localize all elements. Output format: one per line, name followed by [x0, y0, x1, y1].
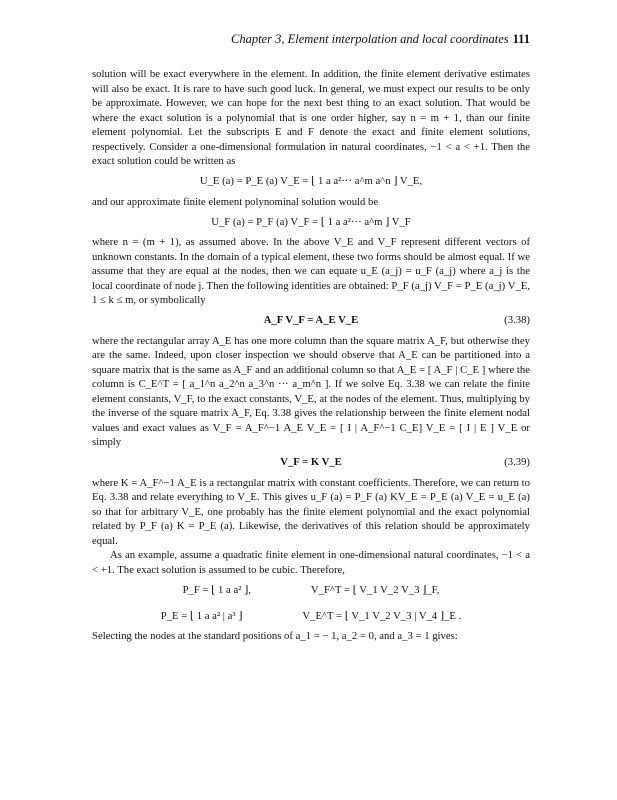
equation-approx-solution: U_F (a) = P_F (a) V_F = ⌊ 1 a a²··· a^m ⌋ V_F — [211, 215, 411, 228]
equation-3-39 — [92, 450, 530, 476]
equation-row-e — [92, 603, 530, 629]
equation-exact-solution: U_E (a) = P_E (a) V_E = ⌊ 1 a a²··· a^m a^n ⌋ V_E, — [199, 175, 423, 188]
paragraph-6: As an example, assume a quadratic finite element in one-dimensional natural coordinates, −1 < a < +1. The exact solution is assumed to be cubic. Therefore, — [92, 549, 530, 576]
equation-vft: V_F^T = ⌊ V_1 V_2 V_3 ⌋_F, — [310, 583, 440, 596]
equation-vet: V_E^T = ⌊ V_1 V_2 V_3 | V_4 ⌋_E . — [302, 609, 462, 622]
paragraph-5: where K = A_F^−1 A_E is a rectangular matrix with constant coefficients. Therefore, we can return to Eq. 3.38 and relate everything to V_E. This gives u_F (a) = P_F (a) KV_E = P_E (a) V_E = u_E (a) so that for arbitrary V_E, one probably has the finite element polynomial and the exact polynomial related by P_F (a) K = P_E (a). Likewise, the derivatives of this relation should be approximately equal. — [92, 476, 530, 547]
paragraph-3: where n = (m + 1), as assumed above. In the above V_E and V_F represent different vectors of unknown constants. In the domain of a typical element, these two forms should be almost equal. If we assume that they are equal at the nodes, then we can equate u_E (a_j) = u_F (a_j) where a_j is the local coordinate of node j. Then the following identities are obtained: P_F (a_j) V_F = P_E (a_j) V_E, 1 ≤ k ≤ m, or symbolically — [92, 236, 530, 306]
equation-row-f — [92, 577, 530, 603]
paragraph-1: solution will be exact everywhere in the element. In addition, the finite element derivative estimates will also be exact. It is rare to have such good luck. In general, we must expect our results to be only be approximate. However, we can hope for the next best thing to an exact solution. That would be where the exact solution is a polynomial that is one order higher, say n = m + 1, than our finite element polynomial. Let the subscripts E and F denote the exact and finite element solutions, respectively. Consider a one-dimensional formulation in natural coordinates, −1 < a < +1. Then the exact solution could be written as — [92, 68, 530, 167]
paragraph-2: and our approximate finite element polynominal solution would be — [92, 195, 379, 208]
paragraph-4: where the rectangular array A_E has one more column than the square matrix A_F, but otherwise they are the same. Indeed, upon closer inspection we should observe that A_E can be partitioned into a square matrix that is the same as A_F and an additional column so that A_E = [ A_F | C_E ] where the column is C_E^T = [ a_1^n a_2^n a_3^n ··· a_m^n ]. If we solve Eq. 3.38 we can relate the finite element constants, V_F, to the exact constants, V_E, at the nodes of the element. Thus, multiplying by the inverse of the square matrix A_F, Eq. 3.38 gives the relationship between the finite element nodal values and exact values as V_F = A_F^−1 A_E V_E = [ I | A_F^−1 C_E] V_E = [ I | E ] V_E or simply — [92, 334, 530, 448]
equation-3-39-body: V_F = K V_E — [280, 456, 342, 469]
equation-3-38-body: A_F V_F = A_E V_E — [263, 314, 359, 327]
equation-pf: P_F = ⌊ 1 a a² ⌋, — [182, 583, 251, 596]
running-header — [231, 32, 530, 47]
paragraph-7: Selecting the nodes at the standard positions of a_1 = − 1, a_2 = 0, and a_3 = 1 gives: — [92, 630, 458, 642]
equation-3-39-number: (3.39) — [504, 456, 530, 469]
equation-3-38 — [92, 308, 530, 334]
equation-pe: P_E = ⌊ 1 a a² | a³ ⌋ — [160, 609, 243, 622]
equation-3-38-number: (3.38) — [504, 314, 530, 327]
chapter-title: Chapter 3, Element interpolation and local coordinates — [230, 32, 509, 46]
page-number: 111 — [512, 32, 530, 46]
page-body — [92, 67, 530, 644]
